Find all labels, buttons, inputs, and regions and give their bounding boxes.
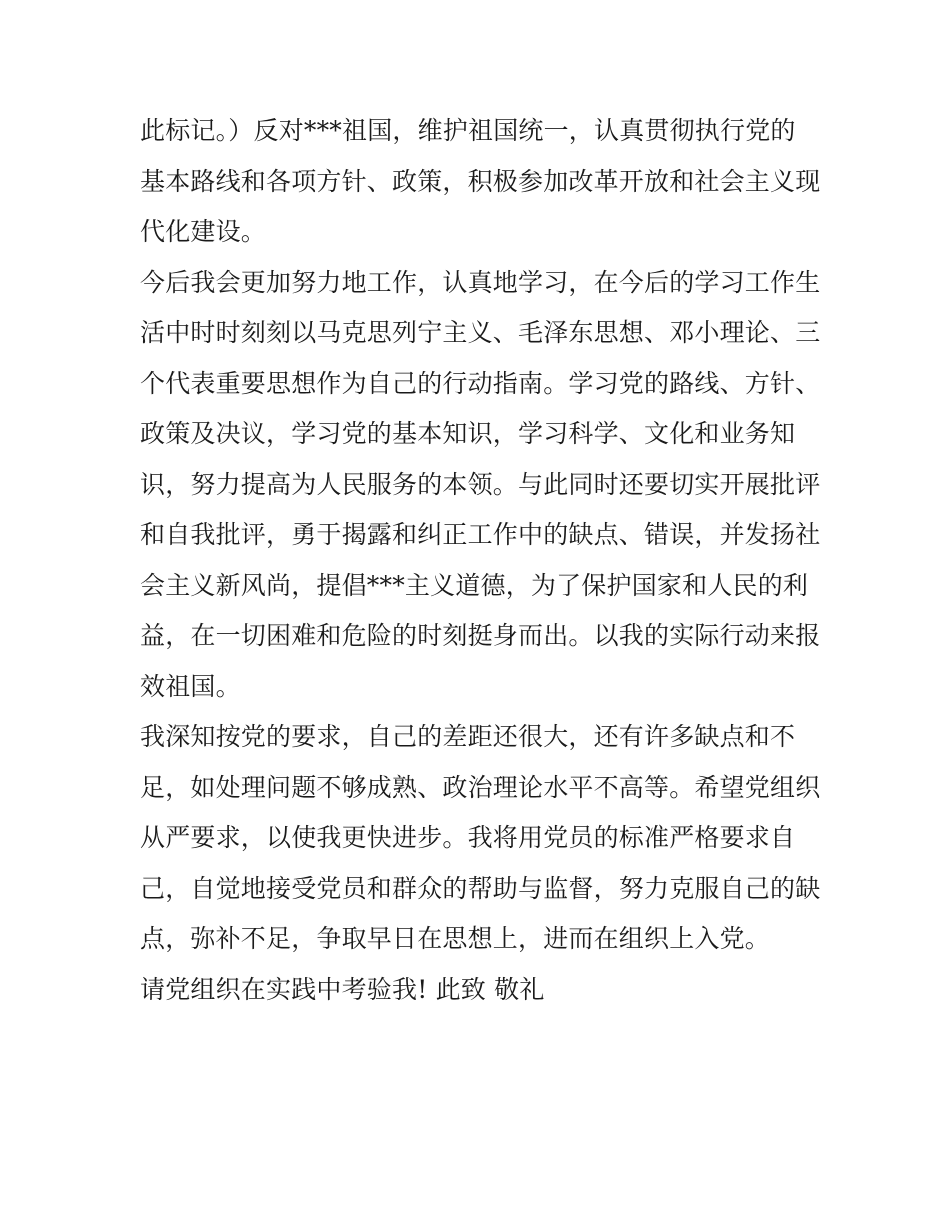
text-line: 代化建设。: [140, 217, 267, 246]
text-line: 效祖国。: [140, 671, 241, 701]
text-line: 活中时时刻刻以马克思列宁主义、毛泽东思想、邓小理论、三: [140, 318, 821, 347]
text-line: 从严要求，以使我更快进步。我将用党员的标准严格要求自: [140, 823, 796, 852]
text-line: 识，努力提高为人民服务的本领。与此同时还要切实开展批评: [140, 469, 821, 499]
text-line: 今后我会更加努力地工作，认真地学习，在今后的学习工作生: [140, 267, 821, 297]
letter-body: [140, 106, 820, 1015]
text-line: 个代表重要思想作为自己的行动指南。学习党的路线、方针、: [140, 368, 821, 398]
text-line: 点，弥补不足，争取早日在思想上，进而在组织上入党。: [140, 924, 771, 953]
text-line: 己，自觉地接受党员和群众的帮助与监督，努力克服自己的缺: [140, 873, 821, 903]
text-line: 请党组织在实践中考验我! 此致 敬礼: [140, 974, 545, 1004]
text-line: 我深知按党的要求，自己的差距还很大，还有许多缺点和不: [140, 722, 796, 751]
text-line: 和自我批评，勇于揭露和纠正工作中的缺点、错误，并发扬社: [140, 520, 821, 549]
text-line: 足，如处理问题不够成熟、政治理论水平不高等。希望党组织: [140, 772, 821, 802]
text-line: 基本路线和各项方针、政策，积极参加改革开放和社会主义现: [140, 166, 821, 196]
text-line: 益，在一切困难和危险的时刻挺身而出。以我的实际行动来报: [140, 621, 821, 650]
text-line: 此标记。）反对***祖国，维护祖国统一，认真贯彻执行党的: [140, 116, 796, 145]
text-line: 会主义新风尚，提倡***主义道德，为了保护国家和人民的利: [140, 570, 809, 600]
text-line: 政策及决议，学习党的基本知识，学习科学、文化和业务知: [140, 419, 796, 448]
